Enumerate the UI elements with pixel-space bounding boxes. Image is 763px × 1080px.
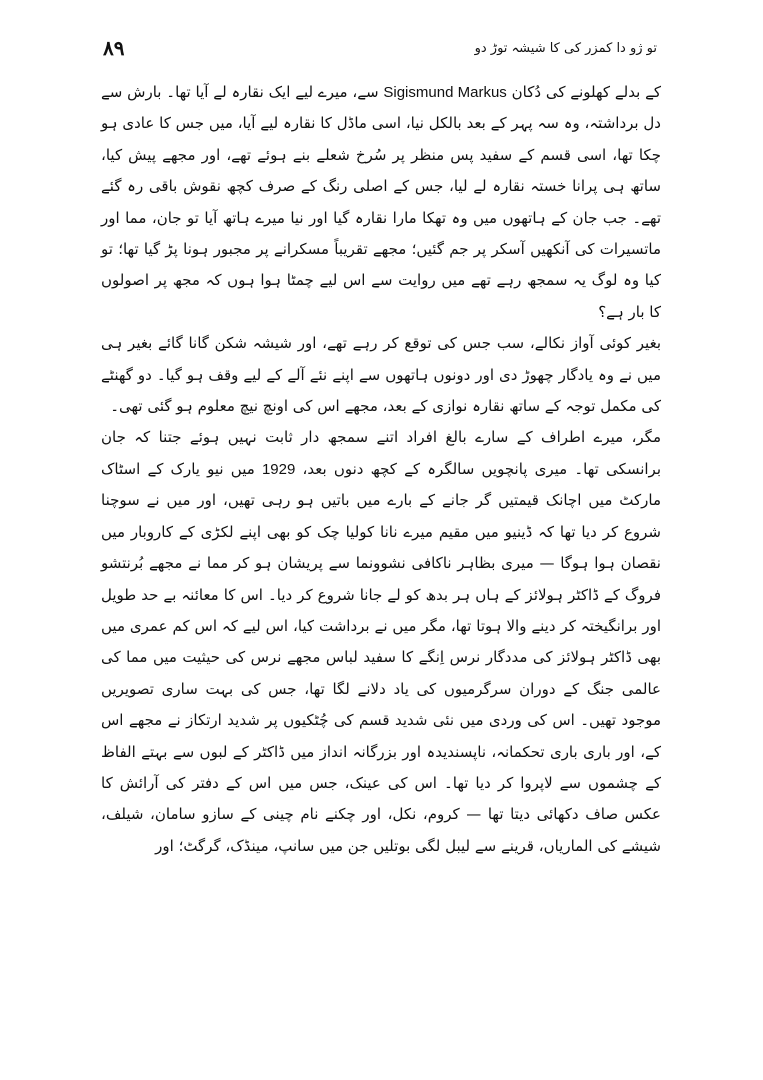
paragraph-3-year: 1929 <box>261 460 296 478</box>
page-number: ٨٩ <box>103 36 125 60</box>
paragraph-2 <box>101 328 661 422</box>
paragraph-1-text-end: سے، میرے لیے ایک نقارہ لے آیا تھا۔ بارش سے دل برداشتہ، وہ سہ پہر کے بعد بالکل نیا، اسی ماڈل کا نقارہ لیے آیا، میں جس کا عادی ہو چکا تھا، اسی قسم کے سفید پس منظر پر سُرخ شعلے بنے ہوئے تھے، اور مجھے پیش کیا، ساتھ ہی پرانا خستہ نقارہ لے لیا، جس کے اصلی رنگ کے صرف کچھ نقوش باقی رہ گئے تھے۔ جب جان کے ہاتھوں میں وہ تھکا مارا نقارہ گیا اور نیا میرے ہاتھ آیا تو جان، مما اور ماتسیرات کی آنکھیں آسکر پر جم گئیں؛ مجھے تقریباً مسکرانے پر مجبور ہونا پڑ گیا تھا؛ تو کیا وہ لوگ یہ سمجھ رہے تھے میں روایت سے اس لیے چمٹا ہوا ہوں کہ مجھ پر اصولوں کا بار ہے؟ <box>101 83 661 321</box>
paragraph-3-text-end: میں نیو یارک کے اسٹاک مارکٹ میں اچانک قیمتیں گر جانے کے بارے میں باتیں ہو رہی تھیں، اور میں نے سوچنا شروع کر دیا تھا کہ ڈینیو میں مقیم میرے نانا کولیا چک کو بھی اپنے لکڑی کے کاروبار میں نقصان ہوا ہوگا — میری بظاہر ناکافی نشوونما سے پریشان ہو کر مما نے مجھے بُرنتشو فروگ کے ڈاکٹر ہولائز کے ہاں ہر بدھ کو لے جانا شروع کر دیا۔ اس کا معائنہ بے حد طویل اور برانگیختہ کر دینے والا ہوتا تھا، مگر میں نے برداشت کیا، اس لیے کہ اس کم عمری میں بھی ڈاکٹر ہولائز کی مددگار نرس اِنگے کا سفید لباس مجھے نرس کی حیثیت میں مما کی عالمی جنگ کے دوران سرگرمیوں کی یاد دلانے لگا تھا، جس کی بہت ساری تصویریں موجود تھیں۔ اس کی وردی میں نئی شدید قسم کی چُٹکیوں پر شدید ارتکاز نے مجھے اس کے، اور باری باری تحکمانہ، ناپسندیدہ اور بزرگانہ انداز میں ڈاکٹر کے لبوں سے بہتے الفاظ کے چشموں سے لاپروا کر دیا تھا۔ اس کی عینک، جس میں اس کے دفتر کی آرائش کا عکس صاف دکھائی دیتا تھا — کروم، نکل، اور چکنے نام چینی کے سازو سامان، شیلف، شیشے کی الماریاں، قرینے سے لیبل لگی بوتلیں جن میں سانپ، مینڈک، گرگٹ؛ اور <box>101 459 661 855</box>
paragraph-3 <box>101 422 661 862</box>
paragraph-1 <box>101 77 661 328</box>
page-header <box>103 30 657 66</box>
running-title: تو ژو دا کمزر کی کا شیشہ توڑ دو <box>474 40 657 56</box>
paragraph-1-text-start: کے بدلے کھلونے کی دُکان <box>506 83 662 101</box>
paragraph-3-text-start: مگر، میرے اطراف کے سارے بالغ افراد اتنے سمجھ دار ثابت نہیں ہوئے جتنا کہ جان برانسکی تھا۔ میری پانچویں سالگرہ کے کچھ دنوں بعد، <box>101 428 661 478</box>
paragraph-1-latin-name: Sigismund Markus <box>383 84 507 101</box>
body-text <box>101 77 661 862</box>
paragraph-2-text: بغیر کوئی آواز نکالے، سب جس کی توقع کر رہے تھے، اور شیشہ شکن گانا گائے بغیر ہی میں نے وہ یادگار چھوڑ دی اور دونوں ہاتھوں سے اپنے نئے آلے کے لیے وقف ہو گیا۔ دو گھنٹے کی مکمل توجہ کے ساتھ نقارہ نوازی کے بعد، مجھے اس کی اونچ نیچ معلوم ہو گئی تھی۔ <box>101 334 661 416</box>
